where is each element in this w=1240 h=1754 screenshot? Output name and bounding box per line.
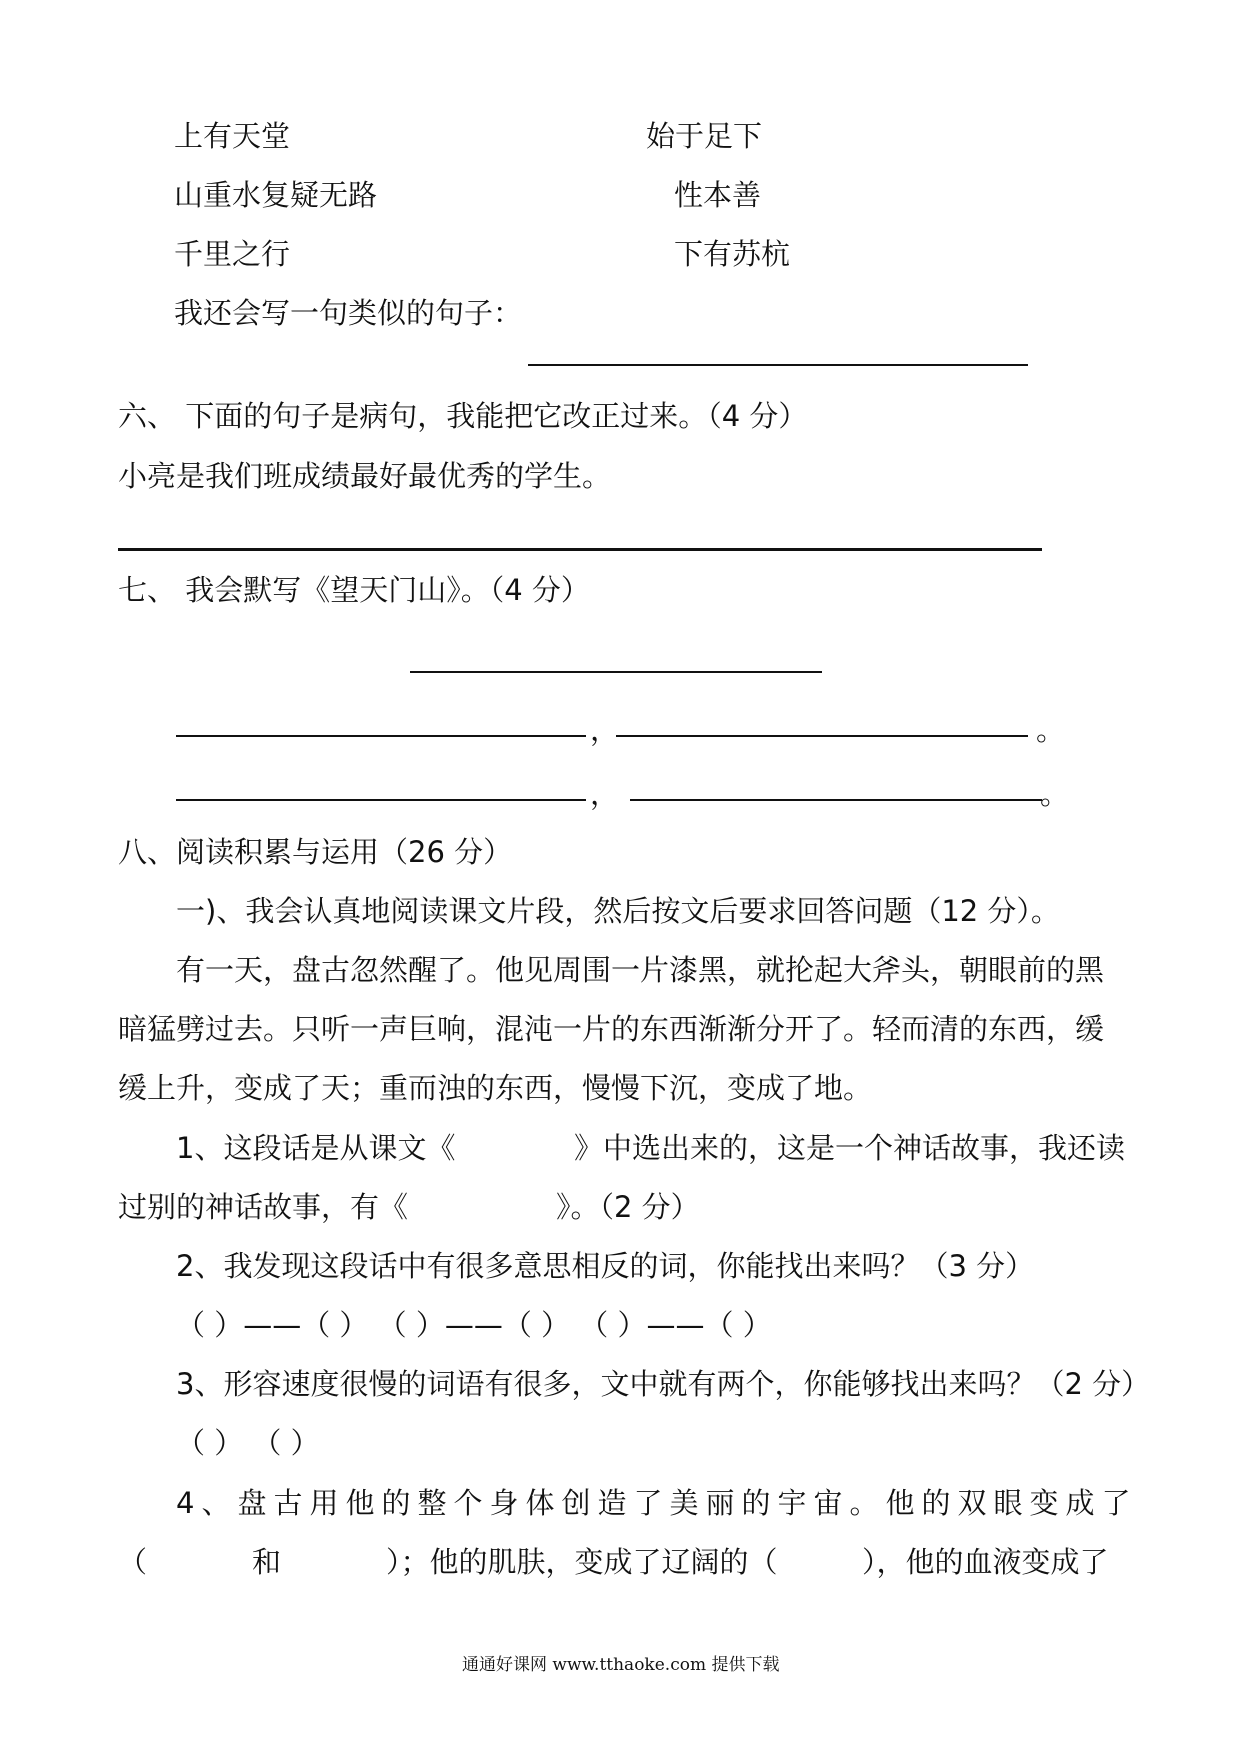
q1-part-c: 过别的神话故事，有《 bbox=[118, 1190, 409, 1224]
passage-line-1: 有一天，盘古忽然醒了。他见周围一片漆黑，就抡起大斧头，朝眼前的黑 bbox=[176, 953, 1105, 987]
q4-blood-text: ），他的血液变成了 bbox=[862, 1545, 1109, 1579]
poem-period-2: 。 bbox=[1040, 777, 1070, 811]
extra-sentence-prompt: 我还会写一句类似的句子： bbox=[174, 296, 523, 330]
poem-comma-1: ， bbox=[590, 713, 620, 747]
section6-answer-line[interactable] bbox=[118, 548, 1042, 551]
q4-line-1: 4、盘古用他的整个身体创造了美丽的宇宙。他的双眼变成了 bbox=[176, 1486, 1138, 1520]
match-right-2: 性本善 bbox=[674, 178, 762, 212]
passage-line-3: 缓上升，变成了天；重而浊的东西，慢慢下沉，变成了地。 bbox=[118, 1071, 873, 1105]
q1-part-d: 》。（2 分） bbox=[556, 1190, 700, 1224]
section7-heading: 七、 我会默写《望天门山》。（4 分） bbox=[118, 573, 590, 607]
poem-line-2b[interactable] bbox=[630, 799, 1042, 801]
q2-answer-pairs: （ ）——（ ） （ ）——（ ） （ ）——（ ） bbox=[176, 1308, 772, 1342]
poem-title-line[interactable] bbox=[410, 671, 822, 673]
section8-heading: 八、阅读积累与运用（26 分） bbox=[118, 835, 513, 869]
poem-line-1a[interactable] bbox=[176, 735, 586, 737]
q1-part-a: 1、这段话是从课文《 bbox=[176, 1131, 456, 1165]
poem-line-2a[interactable] bbox=[176, 799, 586, 801]
q3-question: 3、形容速度很慢的词语有很多，文中就有两个，你能够找出来吗？（2 分） bbox=[176, 1367, 1151, 1401]
match-right-3: 下有苏杭 bbox=[674, 237, 791, 271]
passage-line-2: 暗猛劈过去。只听一声巨响，混沌一片的东西渐渐分开了。轻而清的东西，缓 bbox=[118, 1012, 1105, 1046]
match-left-2: 山重水复疑无路 bbox=[174, 178, 378, 212]
q1-part-b: 》中选出来的，这是一个神话故事，我还读 bbox=[574, 1131, 1126, 1165]
match-right-1: 始于足下 bbox=[646, 119, 763, 153]
poem-line-1b[interactable] bbox=[616, 735, 1028, 737]
page-footer: 通通好课网 www.tthaoke.com 提供下载 bbox=[462, 1655, 780, 1675]
match-left-1: 上有天堂 bbox=[174, 119, 291, 153]
q2-question: 2、我发现这段话中有很多意思相反的词，你能找出来吗？（3 分） bbox=[176, 1249, 1035, 1283]
q4-paren-open: （ bbox=[118, 1545, 148, 1579]
match-left-3: 千里之行 bbox=[174, 237, 291, 271]
section8-sub-heading: 一)、我会认真地阅读课文片段，然后按文后要求回答问题（12 分）。 bbox=[176, 894, 1060, 928]
q4-skin-text: ）；他的肌肤，变成了辽阔的（ bbox=[386, 1545, 778, 1579]
poem-period-1: 。 bbox=[1036, 713, 1066, 747]
q3-answer-blanks: （ ） （ ） bbox=[176, 1426, 320, 1460]
extra-sentence-blank[interactable] bbox=[528, 364, 1028, 366]
poem-comma-2: ， bbox=[590, 777, 620, 811]
section6-sentence: 小亮是我们班成绩最好最优秀的学生。 bbox=[118, 459, 612, 493]
section6-heading: 六、 下面的句子是病句，我能把它改正过来。（4 分） bbox=[118, 399, 808, 433]
q4-and: 和 bbox=[252, 1545, 282, 1579]
